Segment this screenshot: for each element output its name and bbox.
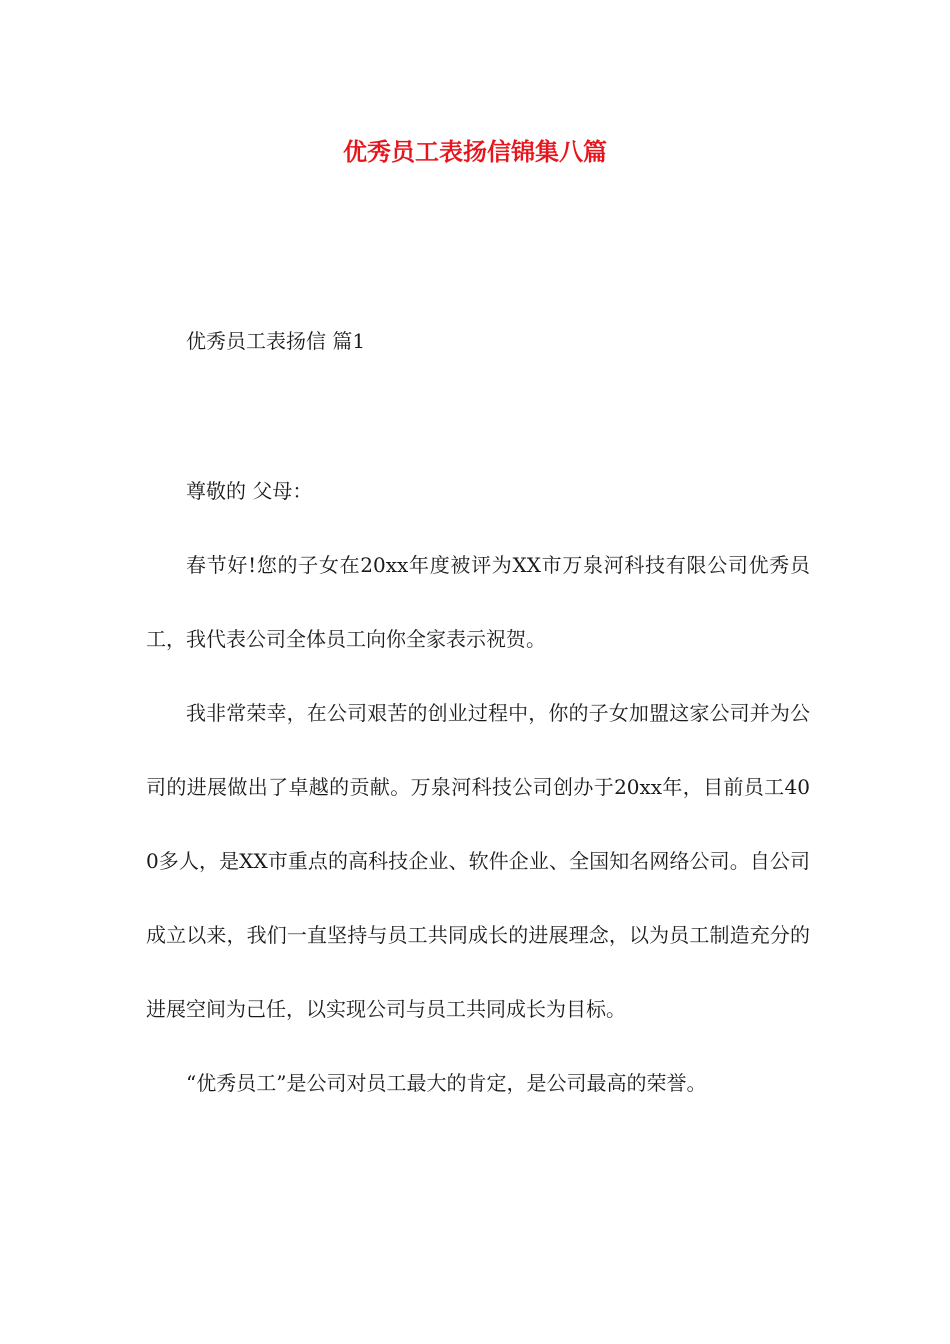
paragraph: 我非常荣幸，在公司艰苦的创业过程中，你的子女加盟这家公司并为公司的进展做出了卓越的贡献。万泉河科技公司创办于20xx年，目前员工400多人，是XX市重点的高科技企业、软件企业、全国知名网络公司。自公司成立以来，我们一直坚持与员工共同成长的进展理念，以为员工制造充分的进展空间为己任，以实现公司与员工共同成长为目标。 (146, 701, 810, 1021)
section-heading: 优秀员工表扬信 篇1 (186, 329, 366, 353)
paragraph: “优秀员工”是公司对员工最大的肯定，是公司最高的荣誉。 (186, 1071, 707, 1095)
document-title: 优秀员工表扬信锦集八篇 (343, 137, 607, 166)
salutation: 尊敬的 父母： (186, 479, 313, 503)
letter-body (146, 528, 810, 1120)
paragraph: 春节好!您的子女在20xx年度被评为XX市万泉河科技有限公司优秀员工，我代表公司全体员工向你全家表示祝贺。 (146, 553, 810, 651)
